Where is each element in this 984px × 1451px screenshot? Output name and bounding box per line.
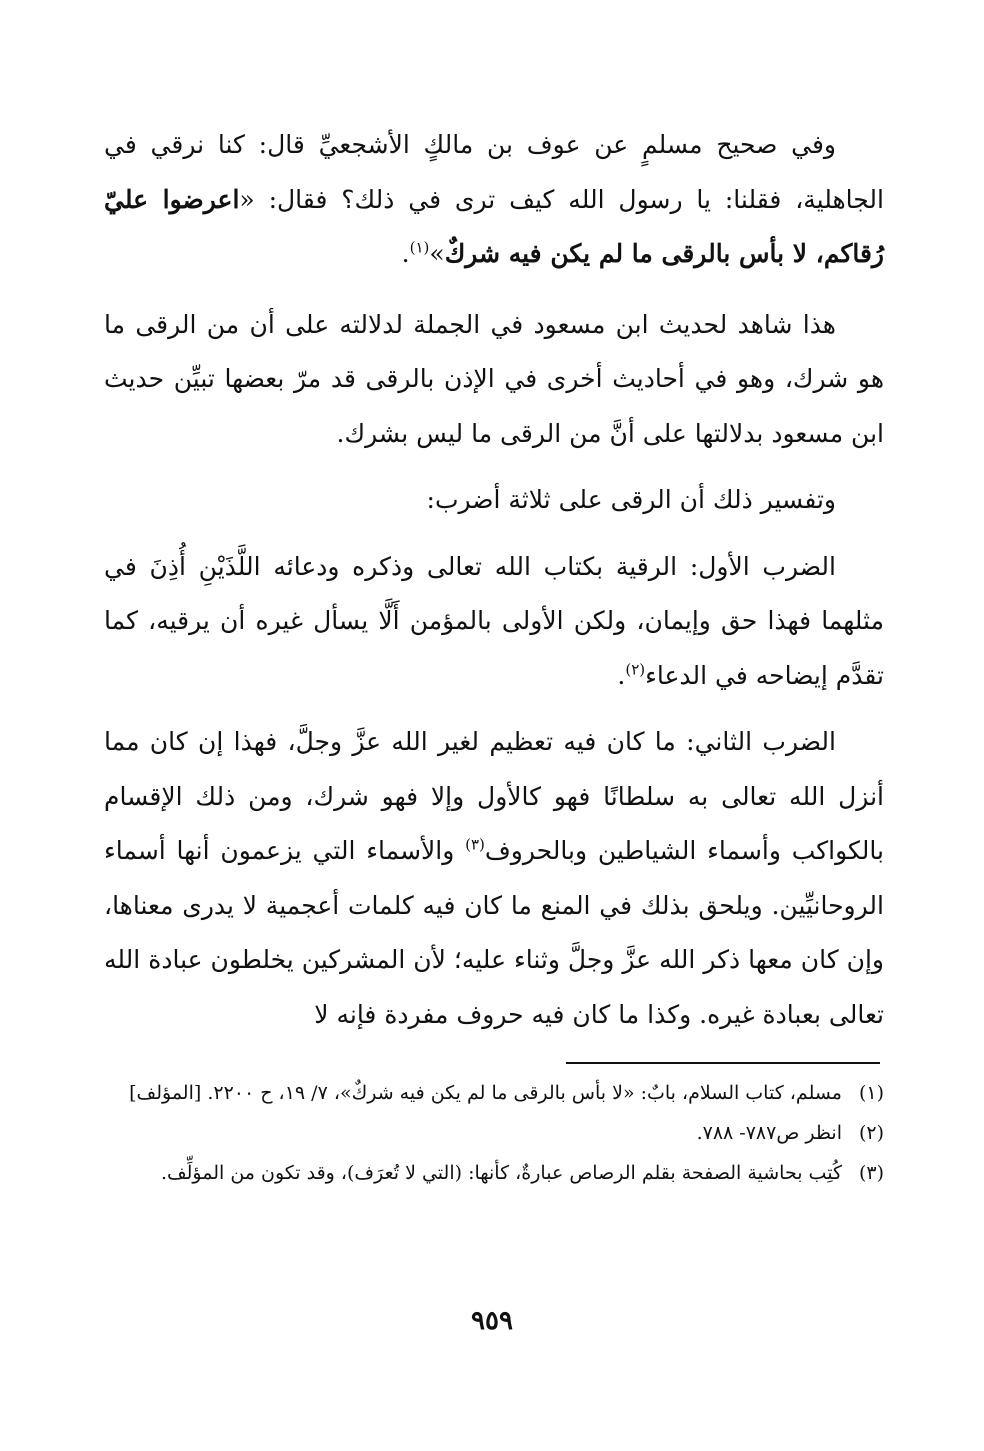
footnote-ref-3[interactable]: (٣)	[465, 835, 485, 854]
footnote-divider	[566, 1062, 880, 1064]
main-text	[104, 118, 884, 1042]
footnote-2	[104, 1116, 884, 1150]
footnote-text: انظر ص٧٨٧- ٧٨٨.	[696, 1122, 842, 1144]
paragraph-ibn-masud-witness: هذا شاهد لحديث ابن مسعود في الجملة لدلالته على أن من الرقى ما هو شرك، وهو في أحاديث أخرى في الإذن بالرقى قد مرّ بعضها تبيِّن حديث ابن مسعود بدلالتها على أنَّ من الرقى ما ليس بشرك.	[104, 309, 884, 448]
paragraph-three-types-intro: وتفسير ذلك أن الرقى على ثلاثة أضرب:	[426, 485, 836, 514]
footnote-number: (٣)	[858, 1162, 884, 1184]
paragraph-5-text-a: الضرب الثاني: ما كان فيه تعظيم لغير الله عزَّ وجلَّ، فهذا إن كان مما أنزل الله تعالى به سلطانًا فهو كالأول وإلا فهو شرك، ومن ذلك الإقسام بالكواكب وأسماء الشياطين وبالحروف	[104, 727, 884, 865]
paragraph-5-text-b: والأسماء التي يزعمون أنها أسماء الروحانيِّين. ويلحق بذلك في المنع ما كان فيه كلمات أعجمية لا يدرى معناها، وإن كان معها ذكر الله عزَّ وجلَّ وثناء عليه؛ لأن المشركين يخلطون عبادة الله تعالى بعبادة غيره. وكذا ما كان فيه حروف مفردة فإنه لا	[104, 836, 884, 1029]
paragraph-hadith-muslim	[104, 118, 884, 282]
footnote-number: (٢)	[858, 1122, 884, 1144]
footnote-1	[104, 1076, 884, 1110]
footnote-text: مسلم، كتاب السلام، بابٌ: «لا بأس بالرقى ما لم يكن فيه شركٌ»، ٧/ ١٩، ح ٢٢٠٠. [المؤلف]	[129, 1082, 842, 1104]
paragraph-first-type	[104, 540, 884, 704]
paragraph-1-end: .	[401, 239, 410, 268]
footnotes	[104, 1076, 884, 1196]
hadith-quote-bold: اعرضوا عليّ رُقاكم، لا بأس بالرقى ما لم يكن فيه شركٌ	[104, 184, 884, 268]
page-number: ٩٥٩	[471, 1306, 513, 1336]
footnote-number: (١)	[858, 1082, 884, 1104]
paragraph-1-intro: وفي صحيح مسلمٍ عن عوف بن مالكٍ الأشجعيِّ قال: كنا نرقي في الجاهلية، فقلنا: يا رسول الله كيف ترى في ذلك؟ فقال: «	[104, 130, 884, 214]
paragraph-4-text: الضرب الأول: الرقية بكتاب الله تعالى وذكره ودعائه اللَّذَيْنِ أُذِنَ في مثلهما فهذا حق وإيمان، ولكن الأولى بالمؤمن أَلَّا يسأل غيره أن يرقيه، كما تقدَّم إيضاحه في الدعاء	[104, 551, 884, 690]
paragraph-second-type	[104, 715, 884, 1042]
footnote-3	[104, 1156, 884, 1190]
footnote-ref-1[interactable]: (١)	[409, 238, 430, 257]
quote-close-mark: »	[429, 239, 445, 268]
footnote-ref-2[interactable]: (٢)	[625, 660, 646, 679]
footnote-text: كُتِب بحاشية الصفحة بقلم الرصاص عبارةٌ، كأنها: (التي لا تُعرَف)، وقد تكون من المؤلِّف.	[160, 1162, 842, 1184]
paragraph-4-end: .	[617, 660, 626, 690]
